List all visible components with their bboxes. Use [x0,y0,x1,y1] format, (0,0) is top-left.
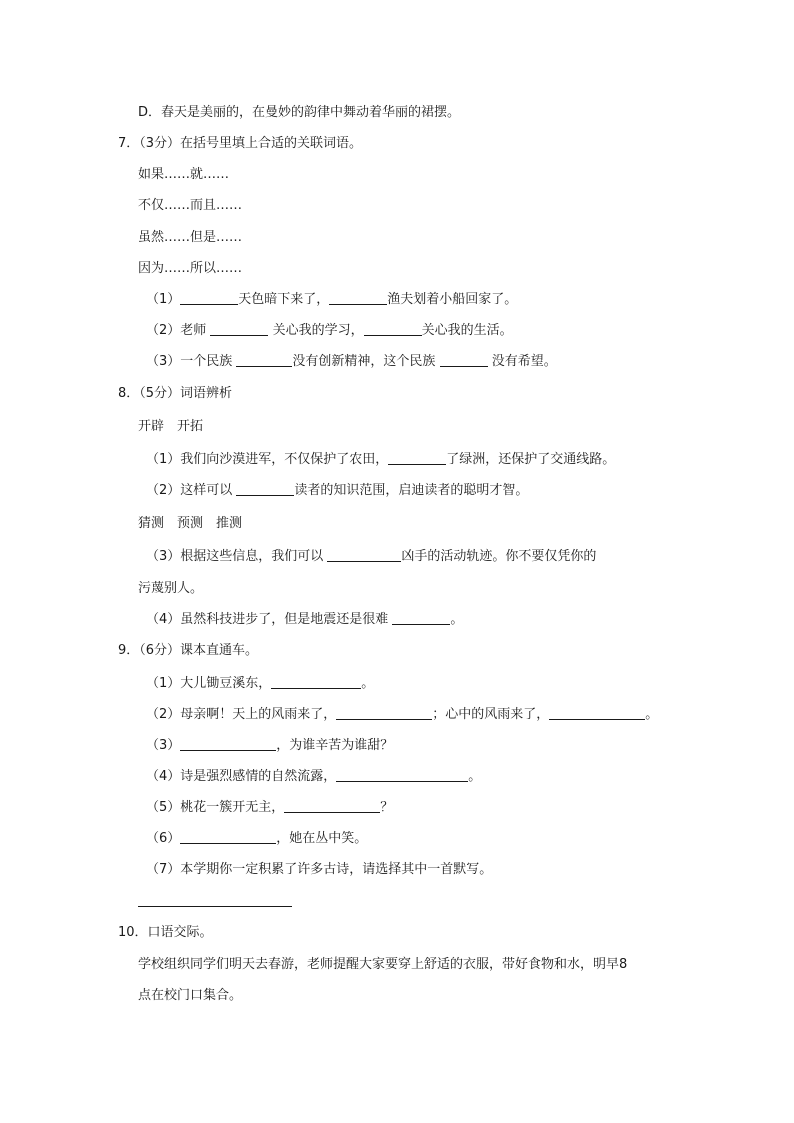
answer-blank[interactable] [549,706,645,720]
q8-sentence-3-cont: 污蔑别人。 [138,581,204,596]
q9-sentence-2 [146,706,658,724]
answer-blank[interactable] [236,482,294,496]
q9-s6-text-b: ，她在丛中笑。 [276,831,368,846]
q8-s2-text-b: 读者的知识范围，启迪读者的聪明才智。 [294,483,529,498]
q7-s1-num: （1） [146,292,181,307]
q8-s4-text-a: （4）虽然科技进步了，但是地震还是很难 [146,612,389,627]
q9-s2-text-c: 。 [645,707,659,722]
q9-sentence-1 [146,675,374,693]
q9-sentence-6 [146,830,367,848]
q7-s1-text-a: 天色暗下来了， [238,292,330,307]
q8-sentence-2 [146,482,528,500]
q9-sentence-5 [146,799,393,817]
q9-s2-text-b: ；心中的风雨来了， [432,707,550,722]
q7-sentence-2 [146,322,513,340]
answer-blank[interactable] [210,322,268,336]
answer-blank[interactable] [440,353,488,367]
q8-word-group-2: 猜测 预测 推测 [138,516,243,531]
answer-blank[interactable] [271,675,361,689]
answer-blank[interactable] [329,291,387,305]
q7-s1-text-b: 渔夫划着小船回家了。 [387,292,518,307]
answer-blank[interactable] [336,768,468,782]
q9-sentence-7: （7）本学期你一定积累了许多古诗，请选择其中一首默写。 [146,862,493,877]
q8-s1-text-a: （1）我们向沙漠进军，不仅保护了农田， [146,452,389,467]
q8-sentence-1 [146,451,615,469]
q9-s1-text-a: （1）大儿锄豆溪东， [146,676,272,691]
q7-word-2: 不仅……而且…… [138,198,243,213]
q9-s6-text-a: （6） [146,831,181,846]
q9-s4-text-b: 。 [468,769,482,784]
answer-blank[interactable] [180,291,238,305]
answer-blank[interactable] [336,706,432,720]
q9-title: 9．（6分）课本直通车。 [118,643,259,658]
q9-sentence-4 [146,768,481,786]
q8-s3-text-a: （3）根据这些信息，我们可以 [146,549,324,564]
q9-s3-text-a: （3） [146,738,181,753]
q8-s1-text-b: 了绿洲，还保护了交通线路。 [446,452,616,467]
q9-s3-text-b: ，为谁辛苦为谁甜？ [276,738,394,753]
q8-sentence-4 [146,611,463,629]
answer-blank[interactable] [236,353,292,367]
q9-s1-text-b: 。 [361,676,375,691]
q7-word-4: 因为……所以…… [138,261,243,276]
q7-word-3: 虽然……但是…… [138,230,243,245]
q8-sentence-3 [146,548,596,566]
q8-word-group-1: 开辟 开拓 [138,419,204,434]
answer-blank[interactable] [388,451,446,465]
q8-title: 8．（5分）词语辨析 [118,386,233,401]
q8-s4-text-b: 。 [450,612,464,627]
q7-sentence-3 [146,353,557,371]
answer-blank[interactable] [392,611,450,625]
q7-word-1: 如果……就…… [138,167,230,182]
answer-blank[interactable] [364,322,422,336]
answer-blank[interactable] [180,737,276,751]
q8-s3-text-b: 凶手的活动轨迹。你不要仅凭你的 [401,549,597,564]
q7-s3-text-a: （3）一个民族 [146,354,233,369]
q7-s2-text-b: 关心我的学习， [272,323,364,338]
q9-s5-text-a: （5）桃花一簇开无主， [146,800,285,815]
q7-s3-text-c: 没有希望。 [491,354,557,369]
answer-blank[interactable] [180,830,276,844]
q7-title: 7．（3分）在括号里填上合适的关联词语。 [118,136,363,151]
q7-s2-text-c: 关心我的生活。 [421,323,513,338]
q8-s2-text-a: （2）这样可以 [146,483,233,498]
q7-sentence-1 [146,291,517,309]
q6-option-d: D．春天是美丽的，在曼妙的韵律中舞动着华丽的裙摆。 [138,105,461,120]
q9-s4-text-a: （4）诗是强烈感情的自然流露， [146,769,337,784]
q10-title: 10．口语交际。 [118,925,213,940]
q7-s2-text-a: （2）老师 [146,323,207,338]
answer-blank[interactable] [327,548,401,562]
q9-s2-text-a: （2）母亲啊！天上的风雨来了， [146,707,337,722]
q10-paragraph-line-1: 学校组织同学们明天去春游，老师提醒大家要穿上舒适的衣服，带好食物和水，明早8 [138,957,628,972]
answer-blank[interactable] [284,799,380,813]
answer-line[interactable] [138,893,292,907]
q9-sentence-3 [146,737,393,755]
q7-s3-text-b: 没有创新精神，这个民族 [292,354,436,369]
q9-s5-text-b: ？ [380,800,394,815]
q10-paragraph-line-2: 点在校门口集合。 [138,988,243,1003]
